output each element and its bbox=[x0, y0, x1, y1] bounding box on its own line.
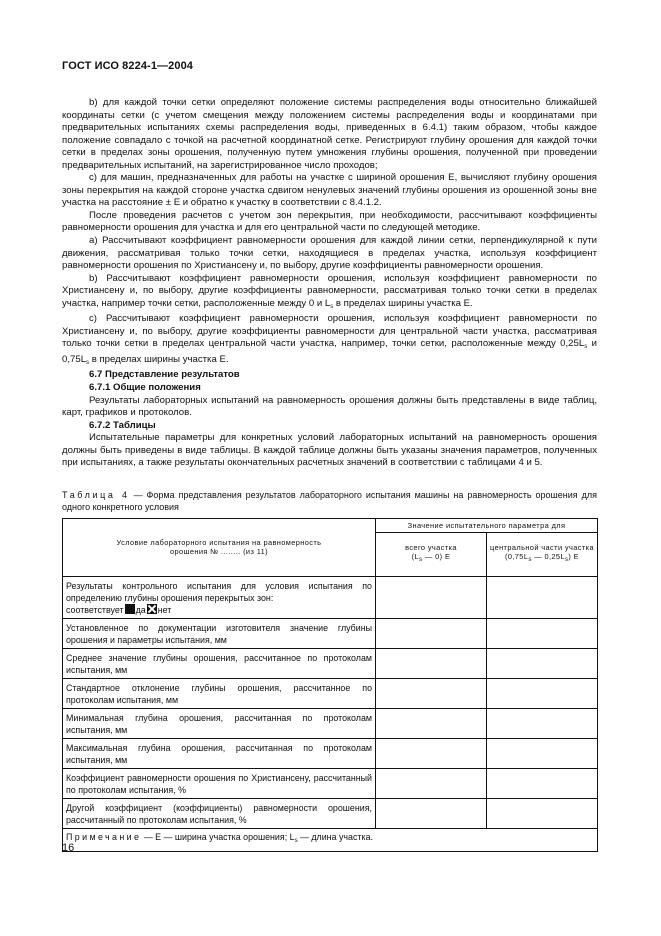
header-center-range: ($0,75L_s$ — $0,25L_s$) E bbox=[504, 552, 580, 564]
table-caption-text: — Форма представления результатов лабораторного испытания машины на равномерность орошения для одного конкретного условия bbox=[62, 490, 597, 512]
row-condition: Установленное по документации изготовителя значение глубины орошения и параметры испытания, мм bbox=[63, 618, 376, 648]
check-no-label: нет bbox=[157, 604, 172, 615]
results-table bbox=[62, 518, 598, 852]
row-condition: Минимальная глубина орошения, рассчитанная по протоколам испытания, мм bbox=[63, 708, 376, 738]
subsection-heading: 6.7.2 Таблицы bbox=[89, 419, 156, 431]
cell-whole-area[interactable] bbox=[376, 648, 487, 678]
table-row bbox=[63, 738, 598, 768]
header-whole-area bbox=[376, 532, 487, 576]
cell-center-area[interactable] bbox=[487, 708, 598, 738]
cell-center-area[interactable] bbox=[487, 576, 598, 618]
section-heading: 6.7 Представление результатов bbox=[89, 369, 240, 381]
row-condition: Другой коэффициент (коэффициенты) равномерности орошения, рассчитанный по протоколам испытания, % bbox=[63, 798, 376, 828]
table-row bbox=[63, 768, 598, 798]
header-center-label: центральной части участка bbox=[490, 542, 594, 552]
cell-center-area[interactable] bbox=[487, 768, 598, 798]
header-whole-range: ($L_s$ — 0) E bbox=[411, 552, 451, 564]
cell-whole-area[interactable] bbox=[376, 798, 487, 828]
row-condition: Стандартное отклонение глубины орошения, рассчитанное по протоколам испытания, мм bbox=[63, 678, 376, 708]
table-row bbox=[63, 648, 598, 678]
cell-center-area[interactable] bbox=[487, 618, 598, 648]
table-note bbox=[63, 828, 598, 851]
row-condition bbox=[63, 576, 376, 618]
header-condition: Условие лабораторного испытания на равномерность орошения № ........ (из 11) bbox=[63, 519, 376, 577]
table-note-row bbox=[63, 828, 598, 851]
cell-whole-area[interactable] bbox=[376, 708, 487, 738]
table-row bbox=[63, 618, 598, 648]
paragraph: с) для машин, предназначенных для работы на участке с шириной орошения E, вычисляют глубину орошения зоны перекрытия на каждой стороне участка сдвигом ненулевых значений глубины орошения из орошенной зоны вне участка на расстояние ± E и обратно к участку в соответствии с 8.4.1.2. bbox=[62, 172, 597, 209]
table-row bbox=[63, 678, 598, 708]
row-condition: Среднее значение глубины орошения, рассчитанное по протоколам испытания, мм bbox=[63, 648, 376, 678]
cell-whole-area[interactable] bbox=[376, 576, 487, 618]
cell-whole-area[interactable] bbox=[376, 678, 487, 708]
paragraph: Результаты лабораторных испытаний на равномерность орошения должны быть представлены в виде таблиц, карт, графиков и протоколов. bbox=[62, 394, 597, 419]
checkbox-crossed-icon[interactable] bbox=[147, 604, 157, 614]
table-row bbox=[63, 798, 598, 828]
row-condition: Максимальная глубина орошения, рассчитанная по протоколам испытания, мм bbox=[63, 738, 376, 768]
cell-whole-area[interactable] bbox=[376, 768, 487, 798]
paragraph: a) Рассчитывают коэффициент равномерности орошения для каждой линии сетки, перпендикулярной к пути движения, рассматривая только точки сетки, находящиеся в пределах участка, используя коэффициент равномерности орошения по Христиансену и, по выбору, другие коэффициенты равномерности орошения. bbox=[62, 235, 597, 272]
note-label: Примечание bbox=[66, 831, 142, 842]
table-row bbox=[63, 708, 598, 738]
paragraph: После проведения расчетов с учетом зон перекрытия, при необходимости, рассчитывают коэффициенты равномерности орошения для участка и для его центральной части по следующей методике. bbox=[62, 209, 597, 234]
paragraph: с) Рассчитывают коэффициент равномерности орошения, используя коэффициент равномерности по Христиансену и, по выбору, другие коэффициенты равномерности для центральной части участка, рассматривая только точки сетки в пределах центральной части участка, например, точки сетки, расположенные между $0,25L_s$ и $0,75L_s$ в пределах ширины участка E. bbox=[62, 313, 597, 366]
cell-center-area[interactable] bbox=[487, 798, 598, 828]
row-condition: Коэффициент равномерности орошения по Христиансену, рассчитанный по протоколам испытания, % bbox=[63, 768, 376, 798]
table-caption bbox=[62, 489, 597, 513]
body-text bbox=[62, 97, 597, 470]
subsection-heading: 6.7.1 Общие положения bbox=[89, 382, 201, 394]
paragraph: b) Рассчитывают коэффициент равномерности орошения, используя коэффициент равномерности по Христиансену и, по выбору, другие коэффициенты равномерности, рассматривая только точки сетки в пределах участка, например точки сетки, расположенные между 0 и $L_s$ в пределах ширины участка E. bbox=[62, 272, 597, 310]
standard-header: ГОСТ ИСО 8224-1—2004 bbox=[62, 60, 194, 72]
table-caption-label: Таблица 4 bbox=[62, 490, 130, 500]
paragraph: Испытательные параметры для конкретных условий лабораторных испытаний на равномерность орошения должны быть приведены в виде таблицы. В каждой таблице должны быть указаны значения параметров, полученных при испытаниях, а также результаты окончательных расчетных значений в соответствии с таблицами 4 и 5. bbox=[62, 432, 597, 469]
note-text: — E — ширина участка орошения; $L_s$ — длина участка. bbox=[141, 831, 373, 844]
header-whole-label: всего участка bbox=[405, 542, 457, 552]
header-center-area bbox=[487, 532, 598, 576]
cell-center-area[interactable] bbox=[487, 738, 598, 768]
cell-center-area[interactable] bbox=[487, 678, 598, 708]
check-prefix: соответствует bbox=[66, 604, 124, 615]
row-text: Результаты контрольного испытания для условия испытания по определению глубины орошения перекрытых зон: bbox=[66, 580, 372, 603]
paragraph: b) для каждой точки сетки определяют положение системы распределения воды относительно ближайшей координаты сетки (с учетом смещения между положением системы распределения воды и координатами при предварительных испытаниях схемы распределения воды, приведенных в 6.4.1) таким образом, чтобы каждое положение совпадало с точкой на расчетной координатной сетке. Регистрируют глубину орошения для каждой точки сетки в пределах зоны орошения, полученную путем умножения глубины орошения, полученной при проведении предварительных испытаний, на зарегистрированное число проходов; bbox=[62, 97, 597, 171]
checkbox-filled-icon[interactable] bbox=[125, 604, 135, 614]
check-yes-label: да bbox=[135, 604, 146, 615]
cell-whole-area[interactable] bbox=[376, 618, 487, 648]
cell-whole-area[interactable] bbox=[376, 738, 487, 768]
cell-center-area[interactable] bbox=[487, 648, 598, 678]
page-number: 16 bbox=[62, 842, 75, 854]
table-row bbox=[63, 576, 598, 618]
header-value: Значение испытательного параметра для bbox=[376, 519, 598, 533]
